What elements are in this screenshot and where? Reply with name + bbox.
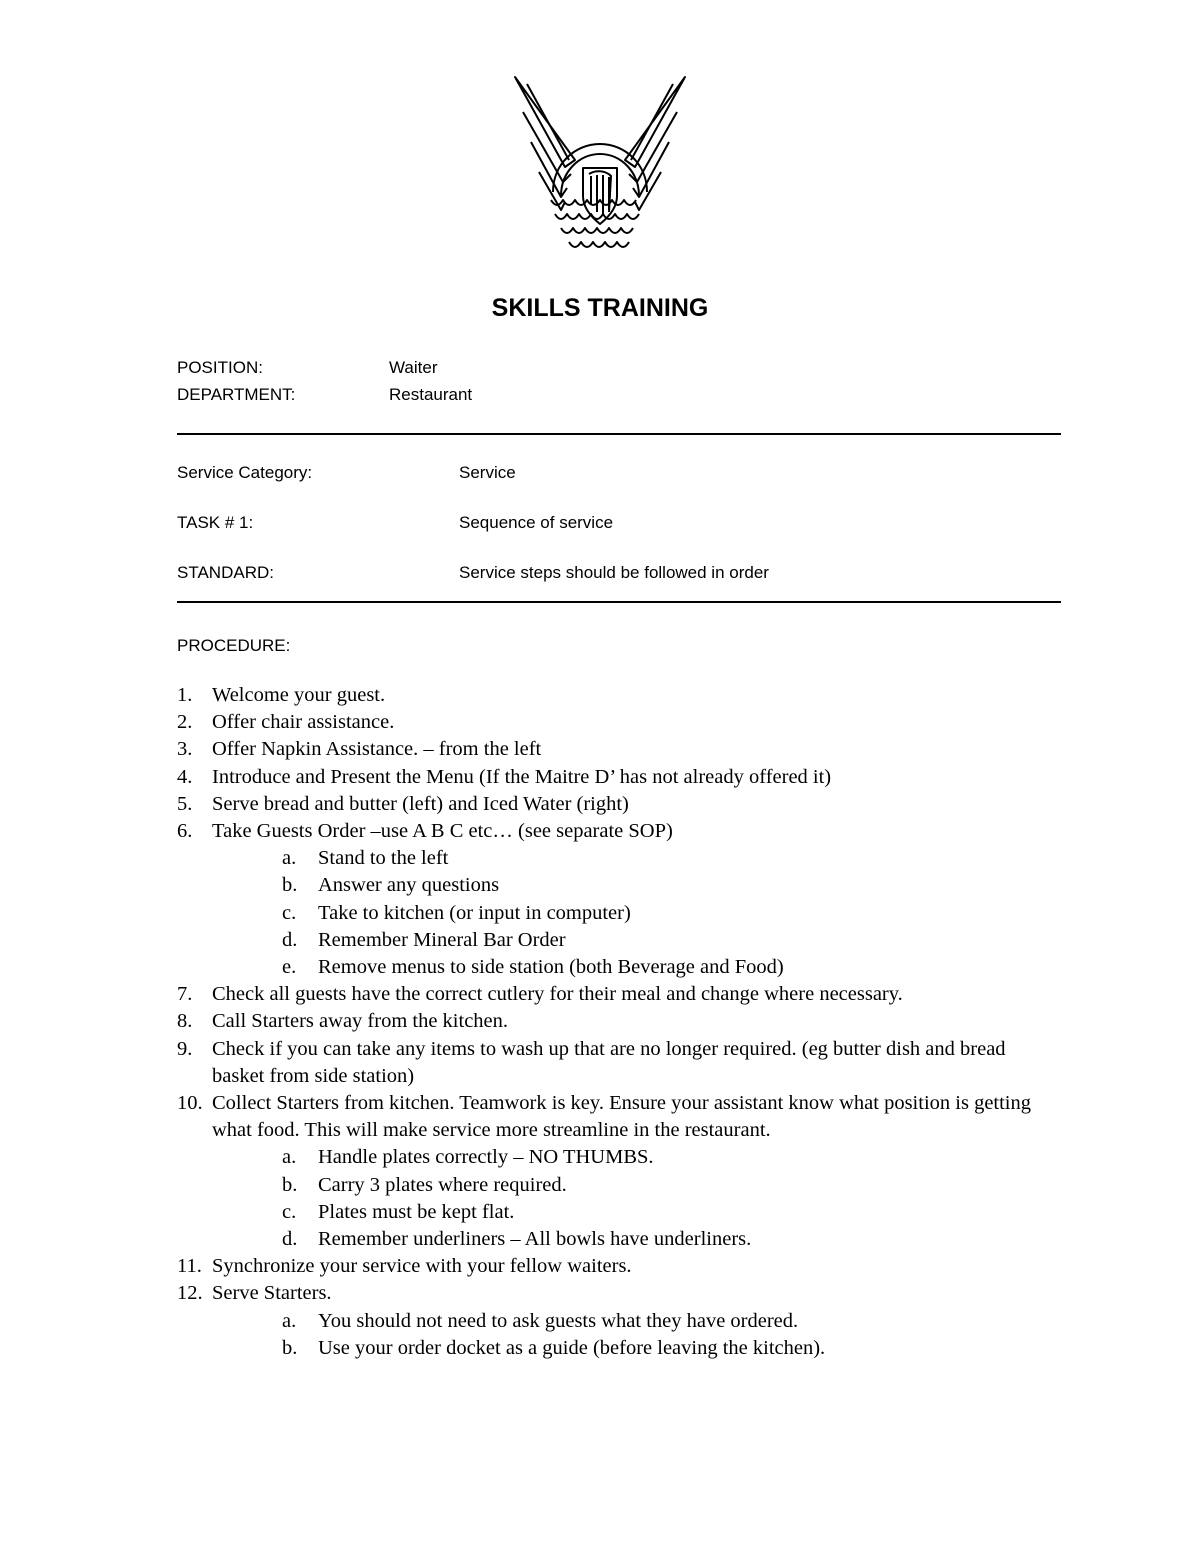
- substep-letter: c.: [282, 1200, 297, 1223]
- procedure-substep: [177, 1308, 1057, 1335]
- procedure-step: [177, 709, 1057, 736]
- step-number: 9.: [177, 1037, 193, 1060]
- procedure-step: [177, 1008, 1057, 1035]
- procedure-substep: [177, 1335, 1057, 1362]
- category-label: Service Category:: [177, 463, 313, 482]
- procedure-substep: [177, 954, 1057, 981]
- substep-letter: e.: [282, 956, 297, 979]
- task-value: Sequence of service: [459, 513, 614, 532]
- step-text: Introduce and Present the Menu (If the Maitre D’ has not already offered it): [212, 765, 832, 788]
- procedure-step: [177, 818, 1057, 845]
- substep-text: Take to kitchen (or input in computer): [318, 901, 631, 924]
- standard-label: STANDARD:: [177, 563, 274, 582]
- substep-letter: a.: [282, 1309, 297, 1332]
- step-number: 6.: [177, 820, 193, 843]
- position-label: POSITION:: [177, 358, 263, 377]
- procedure-step: [177, 736, 1057, 763]
- substep-letter: b.: [282, 1173, 298, 1196]
- substep-text: Carry 3 plates where required.: [318, 1173, 567, 1196]
- step-number: 12.: [177, 1282, 203, 1305]
- substep-text: Remember underliners – All bowls have underliners.: [318, 1228, 752, 1251]
- divider-bottom: [177, 601, 1061, 603]
- procedure-step: [177, 1090, 1057, 1144]
- procedure-step: [177, 682, 1057, 709]
- procedure-substep: [177, 927, 1057, 954]
- procedure-substep: [177, 1199, 1057, 1226]
- step-text: Check if you can take any items to wash up that are no longer required. (eg butter dish and bread basket from side station): [212, 1037, 1006, 1087]
- substep-text: Remove menus to side station (both Beverage and Food): [318, 956, 784, 979]
- page-title: SKILLS TRAINING: [491, 294, 709, 322]
- department-value: Restaurant: [389, 385, 473, 404]
- step-number: 11.: [177, 1255, 202, 1278]
- substep-letter: c.: [282, 901, 297, 924]
- substep-letter: d.: [282, 928, 298, 951]
- procedure-step: [177, 981, 1057, 1008]
- procedure-list: [177, 682, 1057, 1362]
- procedure-substep: [177, 1172, 1057, 1199]
- substep-letter: d.: [282, 1228, 298, 1251]
- substep-letter: b.: [282, 1336, 298, 1359]
- category-value: Service: [459, 463, 516, 482]
- step-text: Serve Starters.: [212, 1282, 332, 1305]
- procedure-substep: [177, 1144, 1057, 1171]
- step-number: 10.: [177, 1092, 203, 1115]
- substep-text: Handle plates correctly – NO THUMBS.: [318, 1146, 654, 1169]
- step-text: Check all guests have the correct cutlery for their meal and change where necessary.: [212, 983, 903, 1006]
- procedure-substep: [177, 845, 1057, 872]
- position-value: Waiter: [389, 358, 438, 377]
- substep-letter: a.: [282, 847, 297, 870]
- step-text: Call Starters away from the kitchen.: [212, 1010, 509, 1033]
- procedure-substep: [177, 900, 1057, 927]
- step-number: 1.: [177, 684, 193, 706]
- step-text: Offer chair assistance.: [212, 711, 395, 734]
- procedure-step: [177, 764, 1057, 791]
- step-number: 8.: [177, 1010, 193, 1033]
- substep-text: You should not need to ask guests what they have ordered.: [318, 1309, 799, 1332]
- step-number: 3.: [177, 738, 193, 761]
- substep-text: Answer any questions: [318, 874, 500, 897]
- standard-value: Service steps should be followed in order: [459, 563, 769, 582]
- step-number: 5.: [177, 792, 193, 815]
- procedure-step: [177, 1253, 1057, 1280]
- procedure-step: [177, 1280, 1057, 1307]
- step-text: Serve bread and butter (left) and Iced Water (right): [212, 792, 629, 815]
- step-text: Take Guests Order –use A B C etc… (see separate SOP): [212, 820, 673, 843]
- substep-letter: b.: [282, 874, 298, 897]
- substep-letter: a.: [282, 1146, 297, 1169]
- department-label: DEPARTMENT:: [177, 385, 296, 404]
- step-text: Offer Napkin Assistance. – from the left: [212, 738, 542, 761]
- substep-text: Plates must be kept flat.: [318, 1200, 515, 1223]
- step-text: Welcome your guest.: [212, 684, 386, 706]
- step-number: 2.: [177, 711, 193, 734]
- procedure-label: PROCEDURE:: [177, 636, 291, 655]
- divider-top: [177, 433, 1061, 435]
- procedure-step: [177, 791, 1057, 818]
- step-text: Synchronize your service with your fellow waiters.: [212, 1255, 632, 1278]
- step-number: 7.: [177, 983, 193, 1006]
- substep-text: Use your order docket as a guide (before leaving the kitchen).: [318, 1336, 826, 1359]
- step-text: Collect Starters from kitchen. Teamwork is key. Ensure your assistant know what position is getting what food. This will make service more streamline in the restaurant.: [212, 1092, 1031, 1142]
- task-label: TASK # 1:: [177, 513, 254, 532]
- substep-text: Remember Mineral Bar Order: [318, 928, 566, 951]
- procedure-substep: [177, 872, 1057, 899]
- procedure-substep: [177, 1226, 1057, 1253]
- procedure-step: [177, 1036, 1057, 1090]
- step-number: 4.: [177, 765, 193, 788]
- substep-text: Stand to the left: [318, 847, 449, 870]
- winged-harp-logo-icon: [505, 72, 695, 272]
